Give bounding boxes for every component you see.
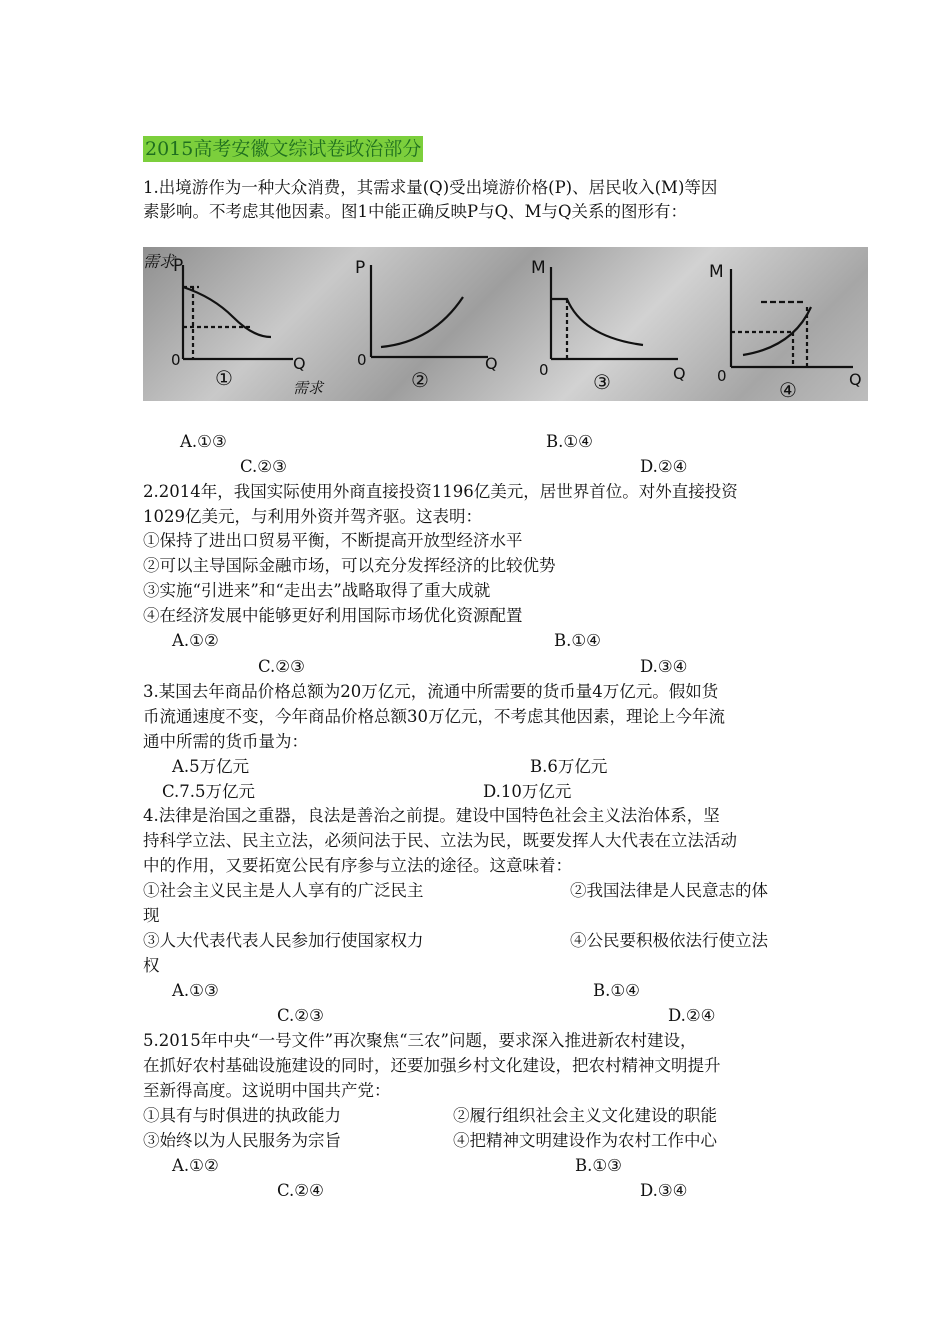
page-title: 2015高考安徽文综试卷政治部分 — [145, 138, 422, 160]
q3-stem-line3: 通中所需的货币量为： — [143, 732, 308, 751]
q2-option-a[interactable]: A.①② — [172, 631, 219, 650]
graph-1-number: ① — [215, 366, 233, 390]
q2-stem-line2: 1029亿美元，与利用外资并驾齐驱。这表明： — [143, 507, 482, 526]
q2-statement-2: ②可以主导国际金融市场，可以充分发挥经济的比较优势 — [143, 556, 556, 575]
graph-3 — [551, 267, 678, 359]
graph-3-x-label: Q — [673, 364, 686, 383]
graph-1-origin: 0 — [171, 351, 181, 369]
q4-option-d[interactable]: D.②④ — [668, 1006, 716, 1025]
q4-statement-2: ②我国法律是人民意志的体 — [570, 881, 768, 900]
q4-option-b[interactable]: B.①④ — [593, 981, 640, 1000]
q5-stem-line3: 至新得高度。这说明中国共产党： — [143, 1081, 391, 1100]
graph-4-number: ④ — [779, 378, 797, 401]
q1-option-a[interactable]: A.①③ — [180, 432, 227, 451]
graph-4-x-label: Q — [849, 370, 862, 389]
graph-1-handwritten-bottom: 需求 — [293, 379, 324, 397]
q5-stem-line2: 在抓好农村基础设施建设的同时，还要加强乡村文化建设，把农村精神文明提升 — [143, 1056, 721, 1075]
graph-4-origin: 0 — [717, 367, 727, 385]
q5-option-d[interactable]: D.③④ — [640, 1181, 688, 1200]
q5-statement-2: ②履行组织社会主义文化建设的职能 — [453, 1106, 717, 1125]
q5-option-c[interactable]: C.②④ — [277, 1181, 324, 1200]
graph-3-number: ③ — [593, 370, 611, 394]
q5-statement-3: ③始终以为人民服务为宗旨 — [143, 1131, 341, 1150]
q2-statement-3: ③实施“引进来”和“走出去”战略取得了重大成就 — [143, 581, 491, 600]
q1-stem-line1: 1.出境游作为一种大众消费，其需求量(Q)受出境游价格(P)、居民收入(M)等因 — [143, 178, 718, 197]
graph-3-y-label: M — [531, 258, 546, 278]
graph-1-y-label: P — [173, 256, 184, 276]
q4-option-a[interactable]: A.①③ — [172, 981, 219, 1000]
q2-statement-1: ①保持了进出口贸易平衡，不断提高开放型经济水平 — [143, 531, 523, 550]
q4-statement-2-wrap: 现 — [143, 906, 160, 925]
q2-statement-4: ④在经济发展中能够更好利用国际市场优化资源配置 — [143, 606, 523, 625]
q1-option-d[interactable]: D.②④ — [640, 457, 688, 476]
q5-statement-1: ①具有与时俱进的执政能力 — [143, 1106, 341, 1125]
q1-option-b[interactable]: B.①④ — [546, 432, 593, 451]
q4-statement-1: ①社会主义民主是人人享有的广泛民主 — [143, 881, 424, 900]
q3-option-a[interactable]: A.5万亿元 — [172, 757, 250, 776]
q2-stem-line1: 2.2014年，我国实际使用外商直接投资1196亿美元，居世界首位。对外直接投资 — [143, 482, 738, 501]
graph-4-y-label: M — [709, 262, 724, 282]
q5-option-a[interactable]: A.①② — [172, 1156, 219, 1175]
q3-option-c[interactable]: C.7.5万亿元 — [162, 782, 256, 801]
q2-option-b[interactable]: B.①④ — [554, 631, 601, 650]
q4-stem-line1: 4.法律是治国之重器，良法是善治之前提。建设中国特色社会主义法治体系，坚 — [143, 806, 720, 825]
q4-statement-4-wrap: 权 — [143, 956, 160, 975]
q4-statement-4: ④公民要积极依法行使立法 — [570, 931, 768, 950]
q3-stem-line1: 3.某国去年商品价格总额为20万亿元，流通中所需要的货币量4万亿元。假如货 — [143, 682, 719, 701]
graph-3-origin: 0 — [539, 361, 549, 379]
q1-option-c[interactable]: C.②③ — [240, 457, 287, 476]
graph-1-handwritten-top: 需求 — [143, 252, 176, 271]
q1-figure — [143, 247, 868, 401]
q5-statement-4: ④把精神文明建设作为农村工作中心 — [453, 1131, 717, 1150]
q2-option-d[interactable]: D.③④ — [640, 657, 688, 676]
graph-2-x-label: Q — [485, 354, 498, 373]
q5-stem-line1: 5.2015年中央“一号文件”再次聚焦“三农”问题，要求深入推进新农村建设， — [143, 1031, 697, 1050]
q3-stem-line2: 币流通速度不变，今年商品价格总额30万亿元，不考虑其他因素，理论上今年流 — [143, 707, 725, 726]
q5-option-b[interactable]: B.①③ — [575, 1156, 622, 1175]
graph-2-number: ② — [411, 368, 429, 392]
graph-2-y-label: P — [355, 258, 366, 278]
q3-option-b[interactable]: B.6万亿元 — [530, 757, 608, 776]
q2-option-c[interactable]: C.②③ — [258, 657, 305, 676]
q1-stem-line2: 素影响。不考虑其他因素。图1中能正确反映P与Q、M与Q关系的图形有： — [143, 202, 688, 221]
graph-2-origin: 0 — [357, 351, 367, 369]
graph-2 — [371, 265, 488, 357]
q3-option-d[interactable]: D.10万亿元 — [483, 782, 572, 801]
q4-option-c[interactable]: C.②③ — [277, 1006, 324, 1025]
q4-stem-line2: 持科学立法、民主立法，必须问法于民、立法为民，既要发挥人大代表在立法活动 — [143, 831, 737, 850]
graph-1-x-label: Q — [293, 354, 306, 373]
q4-statement-3: ③人大代表代表人民参加行使国家权力 — [143, 931, 424, 950]
graph-1 — [183, 265, 293, 359]
graph-4 — [731, 269, 853, 367]
q4-stem-line3: 中的作用，又要拓宽公民有序参与立法的途径。这意味着： — [143, 856, 572, 875]
